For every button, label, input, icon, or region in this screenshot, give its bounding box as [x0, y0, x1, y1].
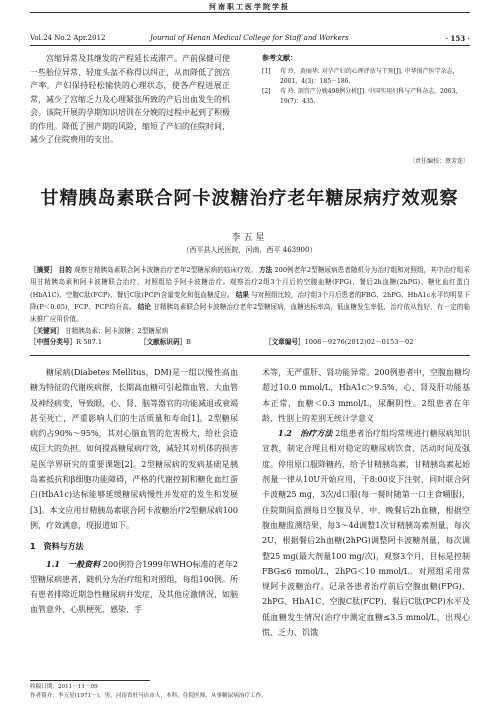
reference-text: 苟 玲，黄丽华. 对孕产妇的心理评估与干预[J]. 中华围产医学杂志，2001，4(3)：185－186. [280, 68, 459, 85]
article-id [265, 336, 413, 346]
section-heading: 1 资料与方法 [30, 542, 84, 552]
article-id-label: ［文章编号］ [265, 338, 305, 346]
header-top-rule [30, 12, 470, 13]
result-text: 与对照组比较，治疗组3个月后患者的FBG、2hPG、HbA1c水平均明显下降(P＜0.05)，FCP、PCP均升高。 [30, 290, 470, 311]
reference-number: [1] [262, 68, 271, 75]
author-bio: 作者简介：李五星(1971－)，男，河南省驻马店市人，本科，住院医师，从事糖尿病治疗工作。 [30, 693, 267, 699]
conclusion-label: 结论 [137, 302, 152, 311]
reference-text: 苟 玲. 剖宫产分娩498例分析[J]. 中国实用妇科与产科杂志，2003，19(7)：435. [280, 88, 462, 105]
doc-code [140, 336, 191, 346]
reference-item [262, 67, 472, 87]
body-column-right [262, 365, 470, 640]
footnote-rule [30, 680, 150, 681]
doc-value: B [186, 338, 192, 346]
doc-label: ［文献标识码］ [140, 338, 187, 346]
objective-label: 目的 [58, 266, 72, 274]
clc-number [30, 336, 102, 346]
received-date: 收稿日期：2011－11－09 [30, 684, 98, 690]
references-heading: 参考文献： [262, 53, 297, 62]
reference-number: [2] [262, 88, 271, 95]
keywords-label: ［关键词］ [30, 327, 63, 336]
clc-label: ［中图分类号］ [30, 338, 77, 346]
body-paragraph: 糖尿病(Diabetes Mellitus，DM)是一组以慢性高血糖为特征的代谢疾病群，长期高血糖可引起微血管、大血管及神经病变，导致眼、心、肾、脑等器官的功能减退或衰竭甚至死亡，严重影响人们的生活质量和寿命[1]。2型糖尿病约占90%～95%，其对心脑血管的危害极大，给社会造成巨大的负担。如何提高糖尿病疗效，减轻其对机体的损害是医学界研究的重要课题[2]。2型糖尿病的发病基础是胰岛素抵抗和β细胞功能障碍，严格的代谢控制和糖化血红蛋白(HbA1c)达标能够延缓糖尿病慢性并发症的发生和发展[3]。本文应用甘精胰岛素联合阿卡波糖治疗2型糖尿病100例，疗效满意，现报道如下。 [30, 368, 238, 530]
journal-name-cn: 河南职工医学院学报 [209, 2, 290, 11]
author-name: 李五星 [231, 233, 268, 243]
objective-text: 观察甘精胰岛素联合阿卡波糖治疗老年2型糖尿病的临床疗效。 [73, 266, 257, 274]
abstract-label: ［摘要］ [30, 266, 57, 274]
body-column-left [30, 365, 238, 618]
header-bottom-rule [30, 45, 470, 46]
abstract-rule [30, 355, 470, 356]
subsection-label: 1.2 治疗方法 [278, 428, 333, 439]
page-number: · 153 · [445, 34, 470, 43]
conclusion-text: 甘精胰岛素联合阿卡波糖治疗老年2型糖尿病，血糖达标率高，低血糖发生率低，治疗依从性好，有一定的临床推广应用价值。 [30, 302, 470, 324]
journal-name-en: Journal of Henan Medical College for Staff and Workers [150, 34, 349, 42]
clc-value: R 587.1 [76, 338, 103, 346]
reference-item [262, 87, 472, 107]
editor-note: 〔责任编校：蔡芳连〕 [408, 158, 469, 165]
body-paragraph: 术等，无严重肝、肾功能异常。200例患者中，空腹血糖均超过10.0 mmol/L，HbA1c＞9.5%，心、肾及肝功能基本正常，血糖＜0.3 mmol/L，尿酮阴性。2组患者在年龄、性别上的差别无统计学意义 [262, 368, 470, 423]
method-label: 方法 [259, 266, 273, 274]
subsection-label: 1.1 一般资料 [46, 558, 101, 569]
references [262, 53, 472, 107]
article-title: 甘精胰岛素联合阿卡波糖治疗老年糖尿病疗效观察 [40, 188, 459, 209]
body-paragraph [262, 426, 470, 640]
article-id-value: 1008－9276(2012)02－0153－02 [304, 338, 414, 346]
body-paragraph [30, 557, 238, 618]
volume-info: Vol.24 No.2 Apr.2012 [30, 34, 106, 42]
result-label: 结果 [235, 290, 249, 299]
keywords-text: 甘精胰岛素；阿卡波糖；2型糖尿病 [65, 327, 169, 336]
abstract [30, 264, 470, 338]
previous-article-text: 宫缩异常及其继发的产程延长或滞产。产前保健可使一些胎位异常、轻度头盆不称得以纠正，从而降低了剖宫产率。产妇保持轻松愉快的心理状态，使各产程进展正常，减少了宫缩乏力及心理紧张所致的产后出血发生的机会。该院开展的孕期知识培训在分娩的过程中起到了积极的作用。降低了围产期的风险，缩短了产妇的住院时间，减少了住院费用的支出。 [30, 54, 230, 144]
method-text: 200例老年2型糖尿病患者随机分为治疗组和对照组，其中治疗组采用甘精胰岛素和阿卡波糖联合治疗，对照组给予阿卡波糖治疗。观察治疗2组3个月后的空腹血糖(FPG)、餐后2h血糖(2hPG)、糖化血红蛋白(HbA1C)、空腹C肽(FCP)、餐后C肽(PCP)含量变化和低血糖反应。 [30, 266, 470, 299]
footnotes [30, 683, 470, 701]
subsection-text: 200例符合1999年WHO标准的老年2型糖尿病患者，随机分为治疗组和对照组，每组100例。所有患者排除近期急性糖尿病并发症，及其他应激情况，如脑血管意外、心肌梗死、感染、手 [30, 559, 238, 615]
subsection-text: 2组患者治疗组均常规进行糖尿病知识宣教，制定合理且相对稳定的糖尿病饮食、活动时间及强度。停用原口服降糖药，给予甘精胰岛素，甘精胰岛素起始剂量一律从10U开始应用，于8:00皮下注射，同时联合阿卡波糖25 mg，3次/d口服(每一餐时随第一口主食嚼服)，住院期间监测每日空腹及早、中、晚餐后2h血糖，根据空腹血糖监测结果，每3～4d调整1次甘精胰岛素剂量，每次2U，根据餐后2h血糖(2hPG)调整阿卡波糖剂量，每次调整25 mg(最大剂量100 mg/次)，观察3个月，目标是控制FBG≤6 mmol/L，2hPG＜10 mmol/L。对照组采用常规阿卡波糖治疗。记录各患者治疗前后空腹血糖(FPG)、2hPG、HbA1C、空腹C肽(FCP)、餐后C肽(PCP)水平及低血糖发生情况(治疗中测定血糖≤3.5 mmol/L，出现心慌、乏力、饥饿 [262, 429, 471, 638]
author-affiliation: （西平县人民医院，河南，西平 463900） [182, 246, 317, 254]
